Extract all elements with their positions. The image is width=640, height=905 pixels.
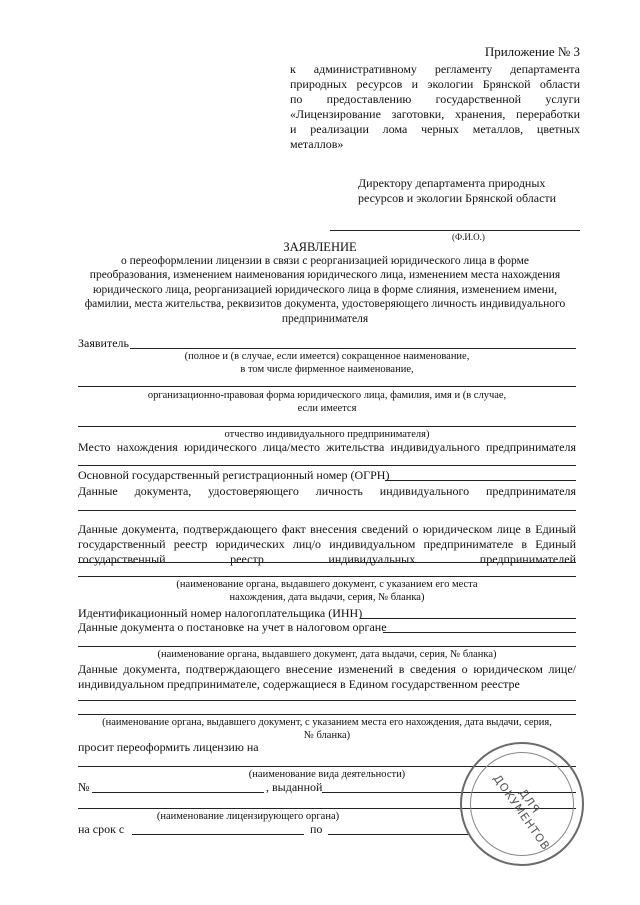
location-label: Место нахождения юридического лица/место жительства индивидуального предпринимателя xyxy=(78,440,576,454)
term-to-label: по xyxy=(310,822,323,836)
applicant-hint xyxy=(78,350,576,376)
term-to-field-line[interactable] xyxy=(328,834,468,835)
patronymic-hint: отчество индивидуального предпринимателя) xyxy=(224,429,430,440)
round-stamp xyxy=(460,742,584,866)
regulation-line: к административному регламенту департамента xyxy=(290,62,580,76)
title-description xyxy=(70,254,580,326)
patronymic-field-line[interactable] xyxy=(78,426,576,427)
regulation-reference xyxy=(290,62,580,152)
issued-label: , выданной xyxy=(266,780,323,794)
appendix-number: Приложение № 3 xyxy=(484,44,580,59)
regulation-line: «Лицензирование заготовки, хранения, переработки xyxy=(290,107,580,121)
egr-line: государственный реестр юридических лиц/о индивидуальном предпринимателе в Единый xyxy=(78,537,576,551)
number-label: № xyxy=(78,780,90,794)
id-document-label: Данные документа, удостоверяющего личность индивидуального предпринимателя xyxy=(78,484,576,498)
tax-registration-label: Данные документа о постановке на учет в налоговом органе xyxy=(78,620,387,634)
tax-registration-field-line-2[interactable] xyxy=(78,646,576,647)
authority-hint: (наименование лицензирующего органа) xyxy=(156,811,340,822)
hint-line: организационно-правовая форма юридического лица, фамилия, имя и (в случае, xyxy=(147,390,507,401)
egr-line: Данные документа, подтверждающего факт внесения сведений о юридическом лице в Единый xyxy=(78,522,576,536)
license-number-field-line[interactable] xyxy=(92,792,264,793)
location-field-line[interactable] xyxy=(78,465,576,466)
title-line: предпринимателя xyxy=(281,312,369,325)
hint-line: (наименование органа, выдавшего документ, с указанием места его нахождения, дата выдачи, серия, xyxy=(102,717,552,728)
fio-hint: (Ф.И.О.) xyxy=(452,232,485,242)
hint-line: (наименование органа, выдавшего документ, с указанием его места xyxy=(176,579,478,590)
egr-field-line-2[interactable] xyxy=(78,576,576,577)
term-from-label: на срок с xyxy=(78,822,125,836)
egr-field-line-1[interactable] xyxy=(78,562,576,563)
title-line: фамилии, места жительства, реквизитов документа, удостоверяющего личность индивидуального xyxy=(84,298,566,311)
tax-authority-hint: (наименование органа, выдавшего документ, дата выдачи, серия, № бланка) xyxy=(157,649,497,660)
title-line: преобразования, изменением наименования юридического лица, изменением места нахождения xyxy=(89,269,561,282)
id-document-field-line[interactable] xyxy=(78,510,576,511)
hint-line: нахождения, дата выдачи, серия, № бланка) xyxy=(229,592,425,604)
addressee-block xyxy=(358,176,556,206)
activity-hint: (наименование вида деятельности) xyxy=(248,769,406,780)
inn-label: Идентификационный номер налогоплательщика (ИНН) xyxy=(78,606,363,620)
legal-form-hint xyxy=(78,389,576,415)
changes-field-line-1[interactable] xyxy=(78,700,576,701)
changes-line: Данные документа, подтверждающего внесение изменений в сведения о юридическом лице/ xyxy=(78,662,576,676)
egr-line: государственный реестр индивидуальных предпринимателей xyxy=(78,552,576,566)
changes-authority-hint xyxy=(78,716,576,742)
changes-document-label xyxy=(78,662,576,692)
ogrn-field-line[interactable] xyxy=(385,480,576,481)
stamp-text: ДЛЯ ДОКУМЕНТОВ xyxy=(490,772,553,854)
issuing-authority-hint xyxy=(78,578,576,604)
tax-registration-field-line[interactable] xyxy=(383,632,576,633)
regulation-line: и реализации лома черных металлов, цветных xyxy=(290,122,580,136)
applicant-field-line[interactable] xyxy=(130,348,576,349)
legal-form-field-line[interactable] xyxy=(78,386,576,387)
term-from-field-line[interactable] xyxy=(132,834,304,835)
regulation-line: по предоставлению государственной услуги xyxy=(290,92,580,106)
title-line: о переоформлении лицензии в связи с реорганизацией юридического лица в форме xyxy=(121,255,529,267)
request-label: просит переоформить лицензию на xyxy=(78,740,259,754)
changes-line: индивидуальном предпринимателе, содержащиеся в Едином государственном реестре xyxy=(78,677,520,691)
fio-field-line[interactable] xyxy=(330,230,580,231)
applicant-label: Заявитель xyxy=(78,336,129,350)
hint-line: если имеется xyxy=(297,403,357,415)
document-title: ЗАЯВЛЕНИЕ xyxy=(283,240,357,254)
egr-document-label xyxy=(78,522,576,567)
addressee-line: Директору департамента природных xyxy=(358,176,546,190)
inn-field-line[interactable] xyxy=(360,618,576,619)
hint-line: в том числе фирменное наименование, xyxy=(240,364,414,376)
regulation-line: природных ресурсов и экологии Брянской области xyxy=(290,77,580,91)
hint-line: № бланка) xyxy=(303,730,351,742)
hint-line: (полное и (в случае, если имеется) сокращенное наименование, xyxy=(184,351,470,362)
addressee-line: ресурсов и экологии Брянской области xyxy=(358,191,557,205)
ogrn-label: Основной государственный регистрационный номер (ОГРН) xyxy=(78,468,390,482)
changes-field-line-2[interactable] xyxy=(78,714,576,715)
regulation-line: металлов» xyxy=(290,137,344,151)
title-line: юридического лица, реорганизацией юридического лица в форме слияния, изменением имени, xyxy=(92,283,558,296)
